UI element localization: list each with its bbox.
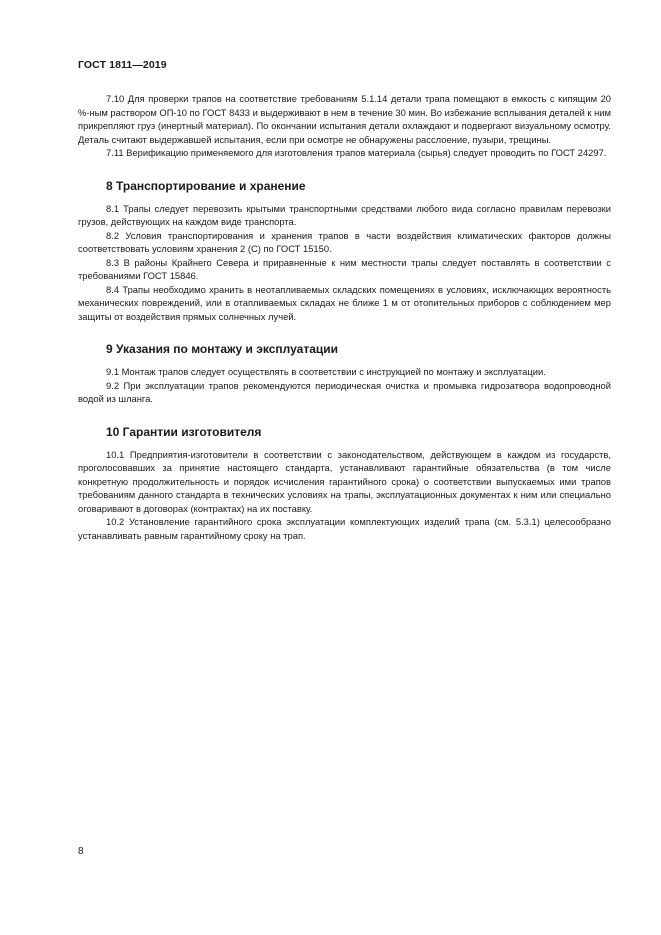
- section-10: [78, 425, 611, 543]
- paragraph-9-2: 9.2 При эксплуатации трапов рекомендуются периодическая очистка и промывка гидрозатвора водопроводной водой из шланга.: [78, 379, 611, 404]
- paragraph-7-11: 7.11 Верификацию применяемого для изготовления трапов материала (сырья) следует проводить по ГОСТ 24297.: [106, 147, 607, 158]
- section-7-continued: [78, 92, 611, 160]
- section-heading-10: 10 Гарантии изготовителя: [106, 424, 262, 439]
- section-heading-8: 8 Транспортирование и хранение: [106, 178, 306, 193]
- paragraph-8-4: 8.4 Трапы необходимо хранить в неотапливаемых складских помещениях в условиях, исключающих вероятность механических повреждений, или в отапливаемых складах не ближе 1 м от отопительных приборов с соблюдением мер защиты от воздействия прямых солнечных лучей.: [78, 283, 611, 322]
- paragraph-8-1: 8.1 Трапы следует перевозить крытыми транспортными средствами любого вида согласно правилам перевозки грузов, действующих на каждом виде транспорта.: [78, 202, 611, 227]
- section-8: [78, 179, 611, 324]
- paragraph-8-3: 8.3 В районы Крайнего Севера и приравненные к ним местности трапы следует поставлять в соответствии с требованиями ГОСТ 15846.: [78, 256, 611, 281]
- paragraph-10-2: 10.2 Установление гарантийного срока эксплуатации комплектующих изделий трапа (см. 5.3.1) целесообразно устанавливать равным гарантийному сроку на трап.: [78, 516, 611, 541]
- section-9: [78, 342, 611, 406]
- page-number: 8: [78, 846, 84, 857]
- section-heading-9: 9 Указания по монтажу и эксплуатации: [106, 342, 339, 356]
- paragraph-8-2: 8.2 Условия транспортирования и хранения трапов в части воздействия климатических факторов должны соответствовать условиям хранения 2 (С) по ГОСТ 15150.: [78, 229, 611, 254]
- paragraph-10-1: 10.1 Предприятия-изготовители в соответствии с законодательством, действующем в каждом из государств, проголосовавших за принятие настоящего стандарта, устанавливают гарантийные обязательства (в том числе конкретную продолжительность и порядок исчисления гарантийного срока) о соответствии выпускаемых ими трапов требованиям данного стандарта в технических условиях на трапы, эксплуатационных документах к ним или специально оговаривают в договорах (контрактах) на их поставку.: [78, 448, 611, 514]
- running-header: ГОСТ 1811—2019: [78, 59, 167, 71]
- document-body: [78, 92, 611, 542]
- paragraph-7-10: 7.10 Для проверки трапов на соответствие требованиям 5.1.14 детали трапа помещают в емкость с кипящим 20 %-ным раствором ОП-10 по ГОСТ 8433 и выдерживают в нем в течение 30 мин. Во избежание всплывания деталей к ним прикрепляют груз (инертный материал). По окончании испытания детали охлаждают и подвергают визуальному осмотру. Деталь считают выдержавшей испытания, если при осмотре не обнаружены расслоение, пузыри, трещины.: [78, 93, 611, 145]
- paragraph-9-1: 9.1 Монтаж трапов следует осуществлять в соответствии с инструкцией по монтажу и эксплуатации.: [106, 366, 546, 377]
